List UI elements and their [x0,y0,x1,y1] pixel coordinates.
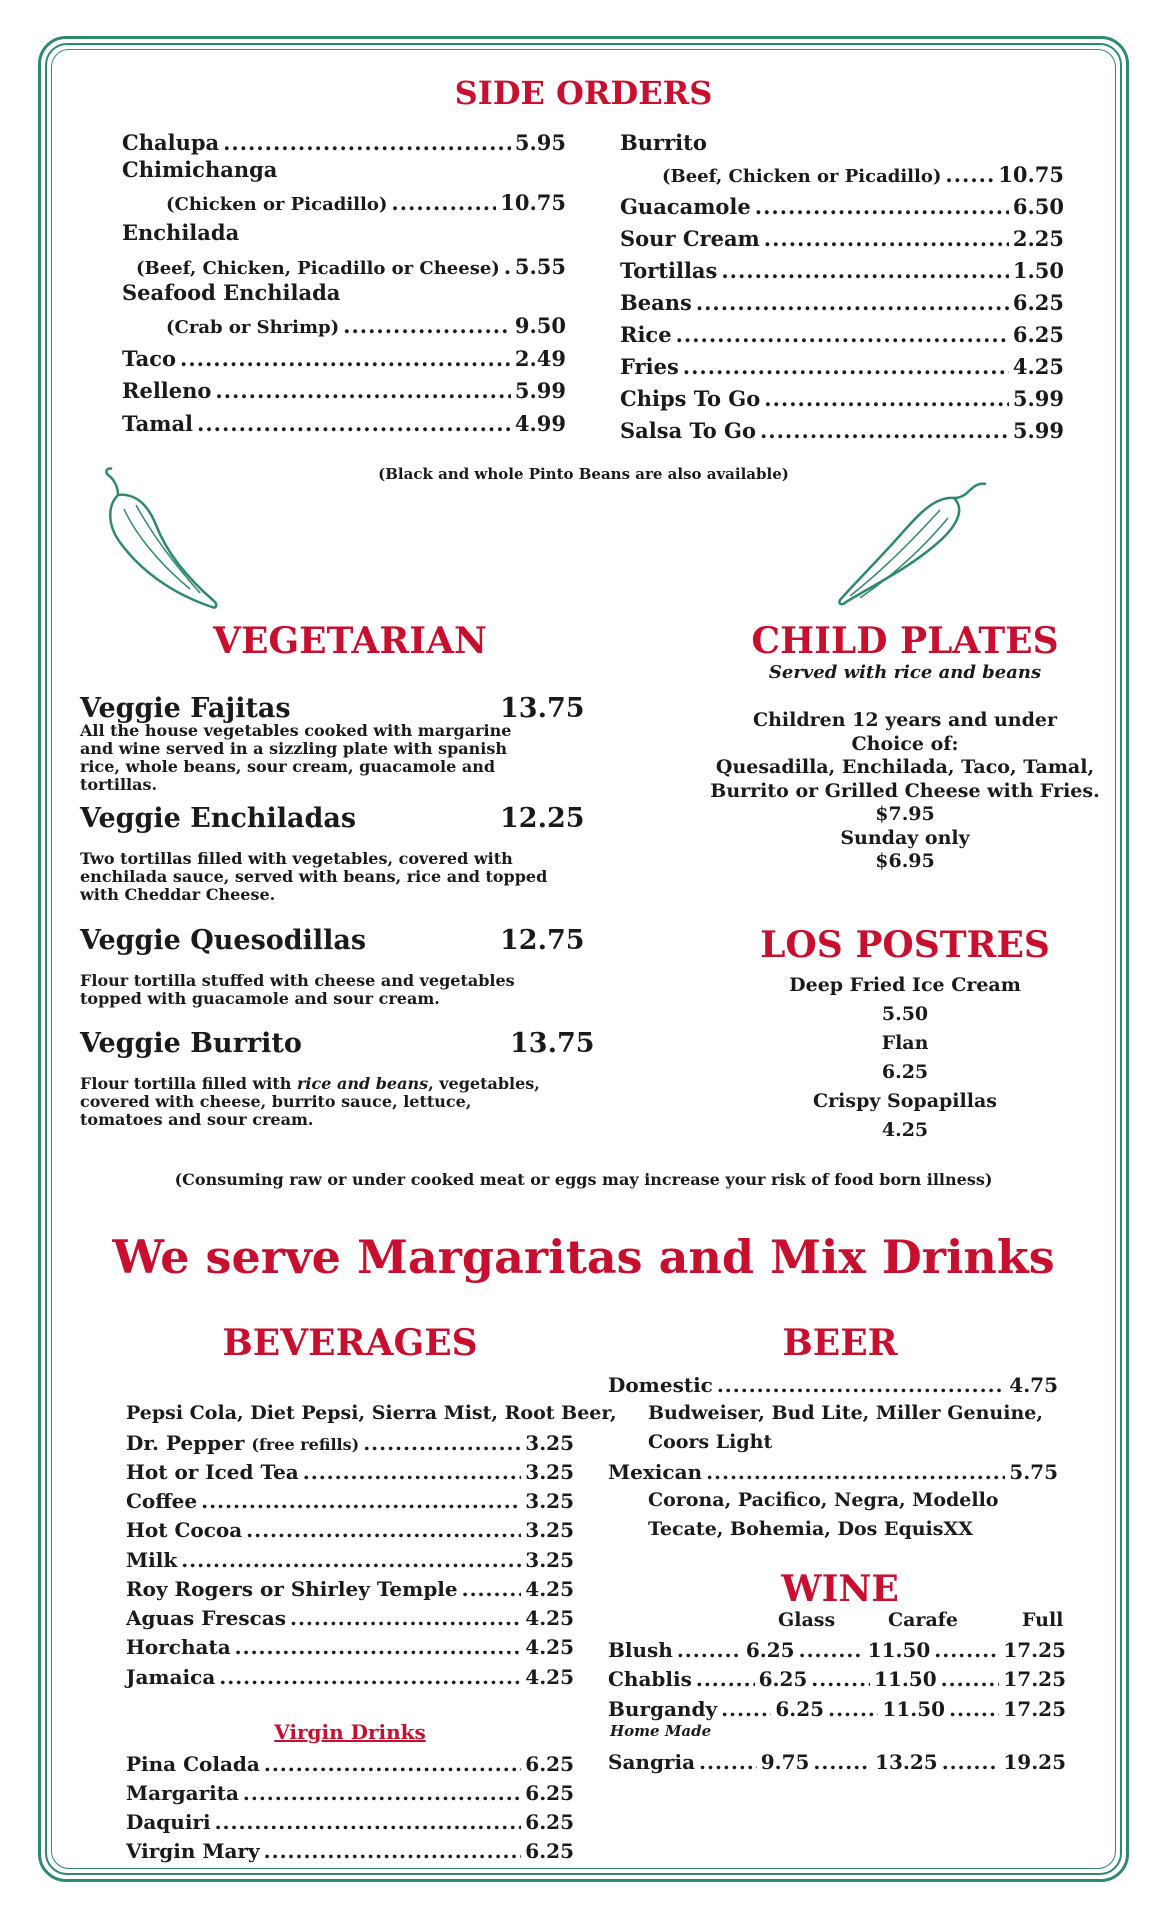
beer-brand-list: Tecate, Bohemia, Dos EquisXX [648,1518,973,1540]
dessert-name: Crispy Sopapillas [813,1090,997,1112]
wine-header-carafe: Carafe [888,1609,959,1631]
menu-item: Coffee ..... 3.25 [126,1489,574,1513]
child-plates-price: $6.95 [875,850,935,872]
menu-item: Margarita ..... 6.25 [126,1781,574,1805]
child-plates-title: CHILD PLATES [751,620,1059,662]
menu-item: Relleno ..... 5.99 [122,378,566,403]
menu-item-description: Flour tortilla stuffed with cheese and vegetables topped with guacamole and sour cream. [80,971,515,1008]
menu-item: Mexican ..... 5.75 [608,1460,1058,1484]
menu-item-name: Veggie Burrito [80,1028,302,1059]
menu-item: Pina Colada ..... 6.25 [126,1752,574,1776]
child-plates-line: Sunday only [840,826,970,849]
child-plates-line: Burrito or Grilled Cheese with Fries. [710,779,1100,802]
menu-item-description: All the house vegetables cooked with margarine and wine served in a sizzling plate with spanish rice, whole beans, sour cream, guacamole and tortillas. [80,721,512,794]
virgin-drinks-title: Virgin Drinks [274,1720,426,1744]
wine-title: WINE [781,1568,899,1610]
home-made-label: Home Made [610,1722,712,1740]
dessert-name: Deep Fried Ice Cream [789,974,1021,996]
menu-item: Roy Rogers or Shirley Temple ..... 4.25 [126,1577,574,1601]
dessert-price: 4.25 [881,1119,929,1141]
menu-item: Horchata ..... 4.25 [126,1635,574,1659]
menu-item: Rice ..... 6.25 [620,322,1064,347]
beans-note: (Black and whole Pinto Beans are also available) [378,465,789,483]
postres-title: LOS POSTRES [760,924,1050,966]
wine-header-glass: Glass [778,1609,836,1631]
menu-item: Taco ..... 2.49 [122,346,566,371]
menu-item-description: Two tortillas filled with vegetables, covered with enchilada sauce, served with beans, rice and topped with Cheddar Cheese. [80,849,548,904]
menu-item: Beans ..... 6.25 [620,290,1064,315]
child-plates-line: Children 12 years and under [752,709,1058,731]
postres-list [700,971,1110,1145]
wine-row: Sangria ..... 9.75 ..... 13.25 ..... 19.25 [608,1750,1066,1774]
menu-item: Milk ..... 3.25 [126,1548,574,1572]
beer-brand-list: Corona, Pacifico, Negra, Modello [648,1489,999,1511]
menu-item: Chips To Go ..... 5.99 [620,386,1064,411]
beer-title: BEER [782,1322,898,1364]
menu-item-detail: (Beef, Chicken, Picadillo or Cheese) ..... 5.55 [136,254,566,279]
child-plates-line: Choice of: [851,732,959,755]
child-plates-line: Quesadilla, Enchilada, Taco, Tamal, [715,756,1095,778]
menu-item-name: Veggie Enchiladas [80,803,357,834]
menu-item-name: Veggie Fajitas [80,693,291,724]
menu-item: Enchilada [122,220,240,245]
beverage-intro: Pepsi Cola, Diet Pepsi, Sierra Mist, Root Beer, [126,1402,617,1424]
child-plates-details [700,709,1110,874]
menu-item: Seafood Enchilada [122,280,341,305]
wine-row: Chablis ..... 6.25 ..... 11.50 ..... 17.25 [608,1667,1066,1691]
menu-item-detail: (Beef, Chicken or Picadillo) ..... 10.75 [662,162,1064,187]
child-plates-subtitle: Served with rice and beans [768,662,1042,683]
menu-item: Jamaica ..... 4.25 [126,1665,574,1689]
side-orders-title: SIDE ORDERS [454,74,713,112]
vegetarian-title: VEGETARIAN [213,620,487,662]
menu-item-description: Flour tortilla filled with rice and beans, vegetables, covered with cheese, burrito sauce, lettuce, tomatoes and sour cream. [80,1074,540,1129]
menu-item-name: Veggie Quesodillas [80,925,367,956]
menu-item: Virgin Mary ..... 6.25 [126,1839,574,1863]
margaritas-banner: We serve Margaritas and Mix Drinks [112,1230,1055,1284]
menu-item-price: 13.75 [510,1028,595,1059]
menu-item: Domestic ..... 4.75 [608,1373,1058,1397]
menu-item-detail: (Chicken or Picadillo) ..... 10.75 [166,190,566,215]
menu-item: Fries ..... 4.25 [620,354,1064,379]
menu-item: Chimichanga [122,157,278,182]
beverages-title: BEVERAGES [222,1322,478,1364]
menu-item: Sour Cream ..... 2.25 [620,226,1064,251]
chili-pepper-icon [836,480,996,610]
dessert-name: Flan [881,1032,929,1054]
menu-item: Aguas Frescas ..... 4.25 [126,1606,574,1630]
dessert-price: 5.50 [881,1003,929,1025]
menu-item-detail: (Crab or Shrimp) ..... 9.50 [166,313,566,338]
menu-item: Hot or Iced Tea ..... 3.25 [126,1460,574,1484]
wine-row: Blush ..... 6.25 ..... 11.50 ..... 17.25 [608,1638,1066,1662]
dessert-price: 6.25 [881,1061,929,1083]
child-plates-price: $7.95 [875,803,935,825]
wine-header-full: Full [1022,1609,1064,1631]
menu-item: Burrito [620,130,707,155]
food-safety-warning: (Consuming raw or under cooked meat or eggs may increase your risk of food born illness) [174,1170,993,1189]
menu-item: Guacamole ..... 6.50 [620,194,1064,219]
menu-item: Hot Cocoa ..... 3.25 [126,1518,574,1542]
menu-item: Tortillas ..... 1.50 [620,258,1064,283]
menu-item-price: 13.75 [500,693,585,724]
menu-item-price: 12.75 [500,925,585,956]
menu-item: Chalupa ..... 5.95 [122,130,566,155]
chili-pepper-icon [100,465,230,615]
menu-item: Dr. Pepper (free refills) ..... 3.25 [126,1431,574,1455]
menu-item: Salsa To Go ..... 5.99 [620,418,1064,443]
beer-brand-list: Coors Light [648,1431,773,1453]
menu-item: Tamal ..... 4.99 [122,411,566,436]
menu-item: Daquiri ..... 6.25 [126,1810,574,1834]
wine-row: Burgandy ..... 6.25 ..... 11.50 ..... 17.25 [608,1697,1066,1721]
menu-item-price: 12.25 [500,803,585,834]
beer-brand-list: Budweiser, Bud Lite, Miller Genuine, [648,1402,1043,1424]
